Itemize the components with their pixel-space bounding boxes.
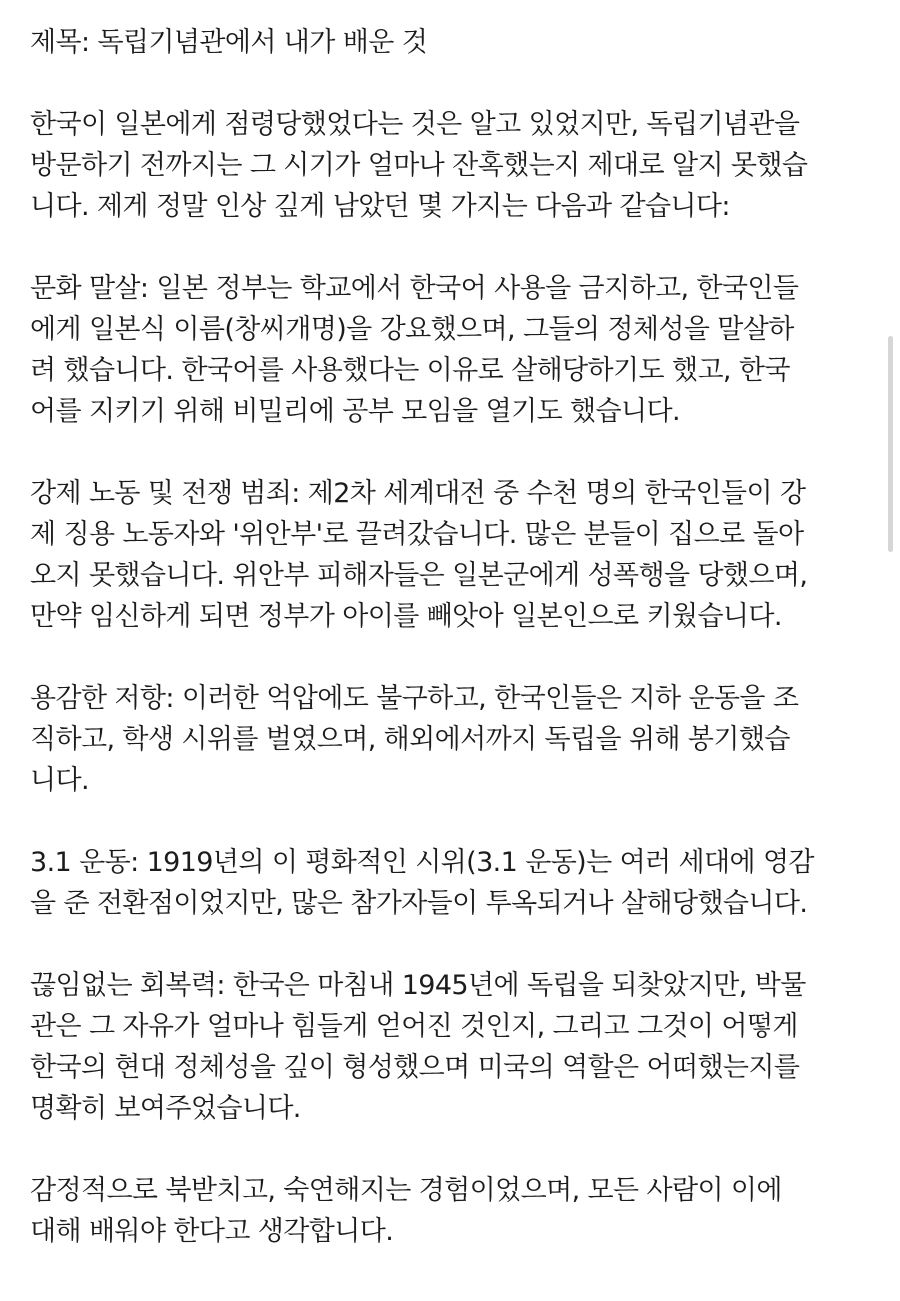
text-line: 직하고, 학생 시위를 벌였으며, 해외에서까지 독립을 위해 봉기했습 — [30, 724, 790, 755]
text-line: 용감한 저항: 이러한 억압에도 불구하고, 한국인들은 지하 운동을 조 — [30, 683, 799, 714]
text-line: 만약 임신하게 되면 정부가 아이를 빼앗아 일본인으로 키웠습니다. — [30, 601, 782, 632]
text-line: 3.1 운동: 1919년의 이 평화적인 시위(3.1 운동)는 여러 세대에 영감 — [30, 847, 814, 878]
paragraph-conclusion — [30, 1170, 870, 1252]
paragraph-forced-labor — [30, 473, 870, 637]
paragraph-intro — [30, 104, 870, 227]
text-line: 니다. 제게 정말 인상 깊게 남았던 몇 가지는 다음과 같습니다: — [30, 191, 730, 222]
text-line: 감정적으로 북받치고, 숙연해지는 경험이었으며, 모든 사람이 이에 — [30, 1175, 782, 1206]
text-line: 오지 못했습니다. 위안부 피해자들은 일본군에게 성폭행을 당했으며, — [30, 560, 808, 591]
post-title — [30, 22, 870, 63]
text-line: 제 징용 노동자와 '위안부'로 끌려갔습니다. 많은 분들이 집으로 돌아 — [30, 519, 804, 550]
text-line: 방문하기 전까지는 그 시기가 얼마나 잔혹했는지 제대로 알지 못했습 — [30, 150, 808, 181]
text-line: 에게 일본식 이름(창씨개명)을 강요했으며, 그들의 정체성을 말살하 — [30, 314, 794, 345]
text-line: 을 준 전환점이었지만, 많은 참가자들이 투옥되거나 살해당했습니다. — [30, 888, 808, 919]
text-line: 문화 말살: 일본 정부는 학교에서 한국어 사용을 금지하고, 한국인들 — [30, 273, 799, 304]
text-view — [30, 22, 870, 1252]
text-line: 강제 노동 및 전쟁 범죄: 제2차 세계대전 중 수천 명의 한국인들이 강 — [30, 478, 806, 509]
post-title-text: 제목: 독립기념관에서 내가 배운 것 — [30, 27, 428, 58]
paragraph-cultural-erasure — [30, 268, 870, 432]
text-line: 대해 배워야 한다고 생각합니다. — [30, 1216, 394, 1247]
text-line: 한국이 일본에게 점령당했었다는 것은 알고 있었지만, 독립기념관을 — [30, 109, 800, 140]
text-line: 어를 지키기 위해 비밀리에 공부 모임을 열기도 했습니다. — [30, 396, 680, 427]
paragraph-resilience — [30, 965, 870, 1129]
text-line: 한국의 현대 정체성을 깊이 형성했으며 미국의 역할은 어떠했는지를 — [30, 1052, 800, 1083]
vertical-scrollbar-thumb[interactable] — [888, 336, 893, 552]
text-line: 니다. — [30, 765, 89, 796]
paragraph-march-first — [30, 842, 870, 924]
text-line: 려 했습니다. 한국어를 사용했다는 이유로 살해당하기도 했고, 한국 — [30, 355, 790, 386]
text-line: 끊임없는 회복력: 한국은 마침내 1945년에 독립을 되찾았지만, 박물 — [30, 970, 806, 1001]
text-line: 관은 그 자유가 얼마나 힘들게 얻어진 것인지, 그리고 그것이 어떻게 — [30, 1011, 798, 1042]
paragraph-resistance — [30, 678, 870, 801]
text-line: 명확히 보여주었습니다. — [30, 1093, 301, 1124]
